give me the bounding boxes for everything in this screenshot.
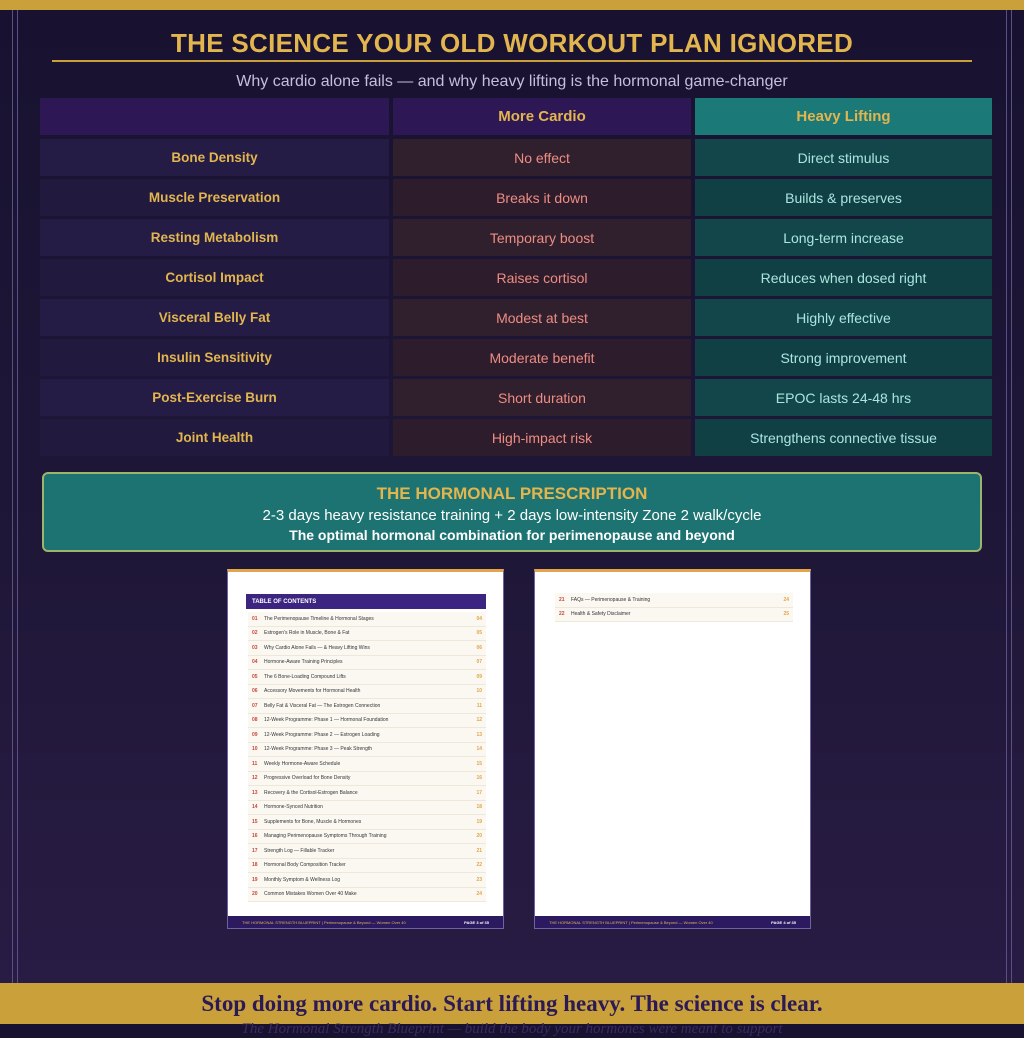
toc-row xyxy=(248,786,486,801)
toc-page: 05 xyxy=(476,630,482,637)
page-footer-title: THE HORMONAL STRENGTH BLUEPRINT | Perimenopause & Beyond — Women Over 40 xyxy=(549,919,713,925)
toc-page: 15 xyxy=(476,760,482,767)
toc-row xyxy=(248,844,486,859)
toc-page: 24 xyxy=(783,596,789,603)
toc-title: The 6 Bone-Loading Compound Lifts xyxy=(264,673,346,680)
toc-title: Weekly Hormone-Aware Schedule xyxy=(264,760,341,767)
document-page-4 xyxy=(534,569,811,929)
toc-row xyxy=(248,728,486,743)
toc-page: 22 xyxy=(476,862,482,869)
toc-title: Common Mistakes Women Over 40 Make xyxy=(264,891,357,898)
toc-page: 09 xyxy=(476,673,482,680)
toc-number: 18 xyxy=(252,862,258,869)
toc-title: The Perimenopause Timeline & Hormonal Stages xyxy=(264,615,374,622)
toc-row xyxy=(248,699,486,714)
toc-title: Recovery & the Cortisol-Estrogen Balance xyxy=(264,789,358,796)
prescription-title: THE HORMONAL PRESCRIPTION xyxy=(376,484,648,503)
toc-number: 22 xyxy=(559,611,565,618)
document-page-3 xyxy=(227,569,504,929)
lifting-cell: Long-term increase xyxy=(695,219,992,256)
toc-number: 15 xyxy=(252,818,258,825)
toc-title: Accessory Movements for Hormonal Health xyxy=(264,688,361,695)
toc-row xyxy=(248,772,486,787)
table-header-lifting: Heavy Lifting xyxy=(695,98,992,135)
page-footer xyxy=(535,916,810,928)
toc-number: 09 xyxy=(252,731,258,738)
toc-page: 19 xyxy=(476,818,482,825)
toc-row xyxy=(248,670,486,685)
page-title: THE SCIENCE YOUR OLD WORKOUT PLAN IGNORED xyxy=(170,28,854,58)
left-border-line xyxy=(12,10,13,984)
row-label: Muscle Preservation xyxy=(40,179,389,216)
toc-title: Estrogen's Role in Muscle, Bone & Fat xyxy=(264,630,350,637)
toc-row xyxy=(248,757,486,772)
toc-number: 08 xyxy=(252,717,258,724)
top-gold-strip xyxy=(0,0,1024,10)
toc-title: Hormone-Aware Training Principles xyxy=(264,659,343,666)
toc-number: 03 xyxy=(252,644,258,651)
toc-number: 06 xyxy=(252,688,258,695)
lifting-cell: Builds & preserves xyxy=(695,179,992,216)
toc-title: Supplements for Bone, Muscle & Hormones xyxy=(264,818,362,825)
bottom-subline: The Hormonal Strength Blueprint — build the body your hormones were meant to support xyxy=(241,1021,783,1037)
lifting-cell: Strong improvement xyxy=(695,339,992,376)
toc-row xyxy=(248,888,486,903)
toc-row xyxy=(248,873,486,888)
toc-list xyxy=(248,612,486,902)
toc-number: 16 xyxy=(252,833,258,840)
toc-page: 23 xyxy=(476,876,482,883)
toc-title: Hormone-Synced Nutrition xyxy=(264,804,323,811)
row-label: Post-Exercise Burn xyxy=(40,379,389,416)
toc-number: 21 xyxy=(559,596,565,603)
page-subtitle: Why cardio alone fails — and why heavy lifting is the hormonal game-changer xyxy=(236,73,788,90)
row-label: Resting Metabolism xyxy=(40,219,389,256)
toc-title: 12-Week Programme: Phase 1 — Hormonal Foundation xyxy=(264,717,389,724)
toc-title: Health & Safety Disclaimer xyxy=(571,611,631,618)
cardio-cell: High-impact risk xyxy=(393,419,691,456)
toc-number: 01 xyxy=(252,615,258,622)
toc-title: FAQs — Perimenopause & Training xyxy=(571,596,651,603)
toc-page: 24 xyxy=(476,891,482,898)
toc-page: 06 xyxy=(476,644,482,651)
toc-page: 20 xyxy=(476,833,482,840)
toc-title: 12-Week Programme: Phase 2 — Estrogen Loading xyxy=(264,731,380,738)
prescription-emphasis: The optimal hormonal combination for perimenopause and beyond xyxy=(289,527,735,543)
toc-page: 16 xyxy=(476,775,482,782)
toc-title: Hormonal Body Composition Tracker xyxy=(264,862,346,869)
toc-title: Strength Log — Fillable Tracker xyxy=(264,847,335,854)
right-border-line xyxy=(1011,10,1012,984)
toc-number: 12 xyxy=(252,775,258,782)
toc-number: 04 xyxy=(252,659,258,666)
toc-page: 13 xyxy=(476,731,482,738)
toc-page: 07 xyxy=(476,659,482,666)
toc-row xyxy=(248,656,486,671)
toc-number: 11 xyxy=(252,760,258,767)
lifting-cell: EPOC lasts 24-48 hrs xyxy=(695,379,992,416)
toc-number: 02 xyxy=(252,630,258,637)
lifting-cell: Reduces when dosed right xyxy=(695,259,992,296)
cardio-cell: No effect xyxy=(393,139,691,176)
toc-row xyxy=(248,627,486,642)
toc-row xyxy=(555,593,793,608)
toc-title: Monthly Symptom & Wellness Log xyxy=(264,876,341,883)
toc-title: Why Cardio Alone Fails — & Heavy Lifting Wins xyxy=(264,644,370,651)
page-footer xyxy=(228,916,503,928)
toc-list xyxy=(555,593,793,622)
toc-number: 14 xyxy=(252,804,258,811)
toc-number: 19 xyxy=(252,876,258,883)
cardio-cell: Temporary boost xyxy=(393,219,691,256)
page-number: PAGE 3 of 35 xyxy=(464,919,489,925)
row-label: Bone Density xyxy=(40,139,389,176)
toc-title: Managing Perimenopause Symptoms Through Training xyxy=(264,833,387,840)
toc-header: TABLE OF CONTENTS xyxy=(246,594,486,609)
right-border-line-inner xyxy=(1006,10,1007,984)
toc-number: 05 xyxy=(252,673,258,680)
toc-row xyxy=(555,608,793,623)
row-label: Cortisol Impact xyxy=(40,259,389,296)
toc-number: 20 xyxy=(252,891,258,898)
toc-number: 17 xyxy=(252,847,258,854)
toc-row xyxy=(248,714,486,729)
title-divider xyxy=(52,60,972,62)
toc-row xyxy=(248,612,486,627)
toc-row xyxy=(248,743,486,758)
cardio-cell: Short duration xyxy=(393,379,691,416)
table-header-empty xyxy=(40,98,389,135)
bottom-banner xyxy=(0,983,1024,1037)
row-label: Visceral Belly Fat xyxy=(40,299,389,336)
left-border-line-inner xyxy=(17,10,18,984)
lifting-cell: Highly effective xyxy=(695,299,992,336)
bottom-tagline: Stop doing more cardio. Start lifting heavy. The science is clear. xyxy=(201,991,823,1016)
toc-row xyxy=(248,641,486,656)
cardio-cell: Modest at best xyxy=(393,299,691,336)
toc-title: Belly Fat & Visceral Fat — The Estrogen Connection xyxy=(264,702,381,709)
toc-page: 17 xyxy=(476,789,482,796)
toc-page: 25 xyxy=(783,611,789,618)
cardio-cell: Breaks it down xyxy=(393,179,691,216)
row-label: Joint Health xyxy=(40,419,389,456)
toc-number: 13 xyxy=(252,789,258,796)
row-label: Insulin Sensitivity xyxy=(40,339,389,376)
toc-row xyxy=(248,815,486,830)
toc-page: 18 xyxy=(476,804,482,811)
lifting-cell: Direct stimulus xyxy=(695,139,992,176)
prescription-banner xyxy=(42,472,982,552)
toc-title: Progressive Overload for Bone Density xyxy=(264,775,351,782)
lifting-cell: Strengthens connective tissue xyxy=(695,419,992,456)
toc-row xyxy=(248,801,486,816)
toc-row xyxy=(248,859,486,874)
toc-title: 12-Week Programme: Phase 3 — Peak Strength xyxy=(264,746,373,753)
cardio-cell: Moderate benefit xyxy=(393,339,691,376)
toc-number: 07 xyxy=(252,702,258,709)
toc-row xyxy=(248,685,486,700)
toc-page: 14 xyxy=(476,746,482,753)
table-header-cardio: More Cardio xyxy=(393,98,691,135)
toc-page: 11 xyxy=(476,702,482,709)
cardio-cell: Raises cortisol xyxy=(393,259,691,296)
toc-row xyxy=(248,830,486,845)
toc-page: 21 xyxy=(476,847,482,854)
toc-number: 10 xyxy=(252,746,258,753)
toc-page: 12 xyxy=(476,717,482,724)
toc-page: 04 xyxy=(476,615,482,622)
page-footer-title: THE HORMONAL STRENGTH BLUEPRINT | Perimenopause & Beyond — Women Over 40 xyxy=(242,919,406,925)
prescription-line: 2-3 days heavy resistance training + 2 days low-intensity Zone 2 walk/cycle xyxy=(262,507,762,524)
page-number: PAGE 4 of 35 xyxy=(771,919,796,925)
toc-page: 10 xyxy=(476,688,482,695)
